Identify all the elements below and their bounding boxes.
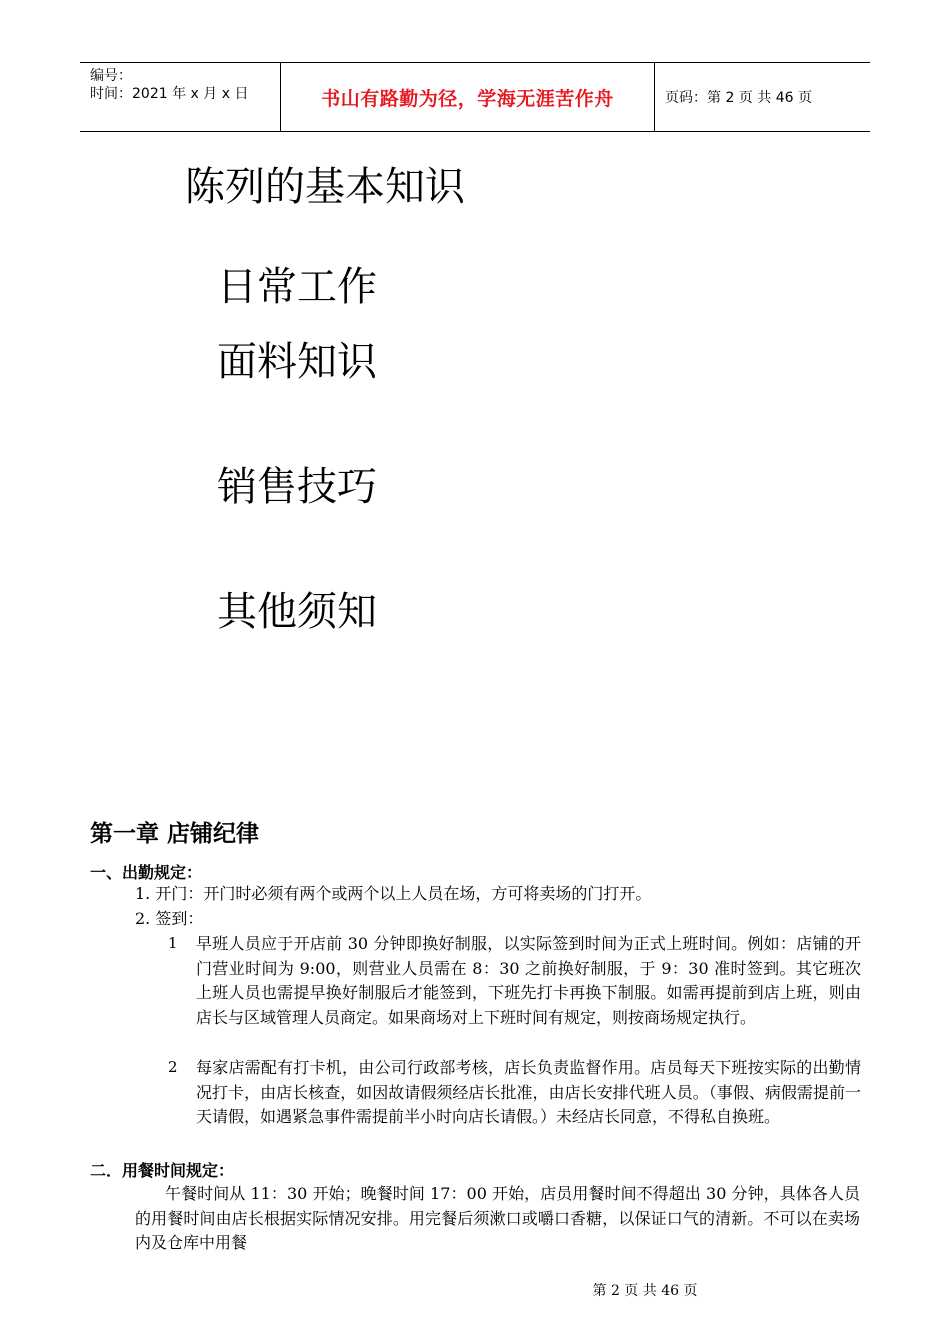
header-page-label: 页码：第 2 页 共 46 页 — [665, 90, 812, 106]
header-meta-cell — [80, 63, 281, 131]
sign-in-rule-1-number: 1 — [168, 934, 178, 952]
attendance-item-sign-in: 2. 签到： — [135, 909, 204, 928]
header-page-cell — [655, 63, 870, 131]
header-motto-cell — [281, 63, 655, 131]
section-meal-title: 二．用餐时间规定： — [90, 1161, 235, 1180]
sign-in-rule-2-text: 每家店需配有打卡机，由公司行政部考核，店长负责监督作用。店员每天下班按实际的出勤情况打卡，由店长核查，如因故请假须经店长批准，由店长安排代班人员。（事假、病假需提前一天请假，如遇紧急事件需提前半小时向店长请假。）未经店长同意，不得私自换班。 — [196, 1058, 861, 1126]
attendance-item-open-door: 1. 开门：开门时必须有两个或两个以上人员在场，方可将卖场的门打开。 — [135, 884, 652, 903]
toc-item-sales-skills: 销售技巧 — [217, 464, 377, 510]
section-attendance-title: 一、出勤规定： — [90, 863, 203, 882]
header-number-label: 编号： — [90, 68, 132, 84]
sign-in-rule-2-number: 2 — [168, 1058, 178, 1076]
meal-rule-text: 午餐时间从 11：30 开始；晚餐时间 17：00 开始，店员用餐时间不得超出 30 分钟，具体各人员的用餐时间由店长根据实际情况安排。用完餐后须漱口或嚼口香糖，以保证口气的清新。不可以在卖场内及仓库中用餐 — [135, 1184, 860, 1252]
toc-item-fabric-knowledge: 面料知识 — [217, 339, 377, 385]
header-motto: 书山有路勤为径，学海无涯苦作舟 — [321, 87, 614, 110]
header-time-label: 时间：2021 年 x 月 x 日 — [90, 86, 249, 102]
toc-item-daily-work: 日常工作 — [217, 264, 377, 310]
toc-title: 陈列的基本知识 — [185, 164, 465, 210]
toc-item-other-notes: 其他须知 — [217, 589, 377, 635]
chapter-title: 第一章 店铺纪律 — [90, 821, 260, 847]
page-header — [80, 62, 870, 132]
sign-in-rule-1-text: 早班人员应于开店前 30 分钟即换好制服，以实际签到时间为正式上班时间。例如：店铺的开门营业时间为 9:00，则营业人员需在 8：30 之前换好制服，于 9：30 准时签到。其它班次上班人员也需提早换好制服后才能签到，下班先打卡再换下制服。如需再提前到店上班，则由店长与区域管理人员商定。如果商场对上下班时间有规定，则按商场规定执行。 — [196, 934, 861, 1027]
page-footer: 第 2 页 共 46 页 — [592, 1283, 698, 1299]
